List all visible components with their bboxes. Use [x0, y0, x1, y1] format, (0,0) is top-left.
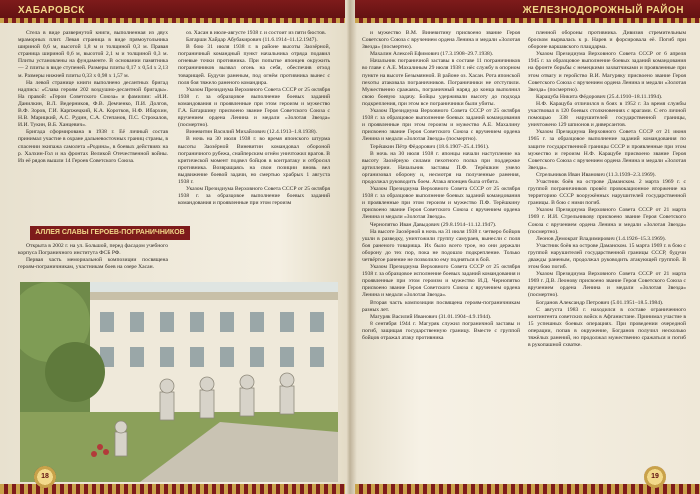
paragraph: Начальник пограничной заставы в составе 11 пограничников во главе с А.Е. Махалиным 29 июля 1938 г. нёс службу в опорном пункте на высоте Безымянной. В районе оз. Хасан. Рота японской пехоты атаковала пограничников. Пограничники не отступили. Мужественно сражаясь, пограничный наряд до конца выполнил свою боевую задачу. Бойцы удерживали высоту до подхода подкрепления, при этом все пограничники были убиты. — [362, 58, 520, 107]
right-page-number: 19 — [644, 466, 666, 488]
right-header-title: ЖЕЛЕЗНОДОРОЖНЫЙ РАЙОН — [522, 5, 684, 16]
right-column-2 — [528, 30, 686, 482]
paragraph: На левой странице книги выполнено десантных бригад надпись: «Слава героям 202 воздушно-десантной бригады». На правой: «Герои Советского Союза» и фамилии: «И.И. Данилкин, В.Л. Ведерников, Ф.В. Демченко, П.И. Долгов, В.Ф. Зоров, Г.И. Карпжецкий, К.А. Коротков, Н.Ф. Ибархин, Н.В. Марицкий, А.С. Рудин, С.А. Степанов, П.С. Строкалов, И.И. Тукин, В.Б. Ханцевич». — [18, 79, 168, 129]
paragraph: Стрельников Иван Иванович (11.3.1939–2.3.1969). — [536, 171, 656, 178]
alley-photo-illustration — [20, 282, 338, 482]
paragraph: Указом Президиума Верховного Совета СССР от 21 июня 1965 г. за образцовое выполнение заданий командования по защите государственной границы СССР и проявленные при этом мужество и героизм Н.Ф. Карацубе присвоено звание Героя Советского Союза с вручением ордена Ленина и медали «Золотая Звезда». — [528, 129, 686, 171]
paragraph: Терёшкин Пётр Фёдорович (18.6.1907–25.4.1961). — [370, 143, 490, 150]
paragraph: Указом Президиума Верховного Совета СССР от 25 октября 1938 г. за образцовое выполнение боевых заданий командования и проявленные при этом героизм и мужество Г.А. Батаршину присвоено звание Героя Советского Союза с вручением ордена Ленина и медали «Золотая Звезда» (посмертно). — [178, 86, 330, 129]
paragraph: Указом Президиума Верховного Совета СССР от 25 октября 1938 г. за образцовое выполнение боевых заданий командования и проявленные при этом героизм и мужество П.Ф. Терёшкину присвоено звание Героя Советского Союза с вручением ордена Ленина и медали «Золотая Звезда». — [362, 186, 520, 221]
paragraph: пленной обороны противника. Дивизия стремительным броском вырвалась к р. Нарев и форсировала её. Погиб при обороне варшавского плацдарма. — [528, 30, 686, 51]
paragraph: Магуряк Василий Иванович (31.01.1904–4.9.1944). — [370, 313, 492, 320]
left-page-number: 18 — [34, 466, 56, 488]
paragraph: Указом Президиума Верховного Совета СССР от 25 октября 1938 г. за образцовое выполнение боевых заданий командования и проявленные при этом героизм и мужество А.Е. Махалину присвоено звание Героя Советского Союза с вручением ордена Ленина и медали «Золотая Звезда» (посмертно). — [362, 108, 520, 143]
paragraph: Бригада сформирована в 1938 г. Её личный состав принимал участие в охране дальневосточных границ страны, в спасении экипажа самолета «Родина», в боевых действиях на р. Халхин-Гол и на фронтах Великой Отечественной войны. Из её рядов вышли 14 Героев Советского Союза. — [18, 129, 168, 164]
left-header-ornament — [0, 18, 345, 23]
paragraph: оз. Хасан в июле-августе 1938 г. и состоит из пяти бюстов. — [186, 30, 327, 36]
paragraph: Леонов Демократ Владимирович (1.4.1926–15.3.1969). — [536, 235, 666, 242]
section-title: АЛЛЕЯ СЛАВЫ ГЕРОЕВ-ПОГРАНИЧНИКОВ — [30, 226, 190, 240]
paragraph: В ночь на 30 июля 1938 г. во время японского штурма высоты Заозёрной Виневитин командовал обороной пограничного рубежа, снайперским огнём уничтожил врагов. В критической момент подвел бойцов в контратаку и отбросил противника. Возвращаясь на свои позиции вновь вел выдвижение боевой задачи, но смертью храбрых 1 августа 1938 г. — [178, 136, 330, 185]
paragraph: Н.Ф. Карацуба отличился в боях в 1952 г. За время службы участвовал в 120 боевых столкновениях с врагами. С его личной помощью 338 нарушителей государственной границы, уничтожено 129 шпионов и диверсантов. — [528, 100, 686, 129]
paragraph: Участник боёв на острове Даманском. 2 марта 1969 г. с группой пограничников провёл провокационное вторжение на территорию СССР вооружённых нарушителей государственной границы. В бою с ними погиб. — [528, 178, 686, 207]
left-column-1 — [18, 30, 168, 225]
paragraph: Указом Президиума Верховного Совета СССР от 21 марта 1969 г. И.И. Стрельникову присвоено звание Героя Советского Союза с вручением ордена Ленина и медали «Золотая Звезда» (посмертно). — [528, 207, 686, 235]
right-header-ornament — [355, 18, 700, 23]
paragraph: С августа 1983 г. находился в составе ограниченного контингента советских войск в Афганистане. Принимал участие в 15 успешных боевых операциях. При проведении очередной операции, попав в окружение, Богданов получил несколько тяжёлых ранений, но продолжал мужественно сражаться и погиб в рукопашной схватке. — [528, 306, 686, 349]
paragraph: Указом Президиума Верховного Совета СССР от 25 октября 1938 г. за образцовое исполнение боевых заданий командования и проявленные при этом героизм и мужество И.Д. Чернопятко присвоено звание Героя Советского Союза с вручением ордена Ленина и медали «Золотая Звезда». — [362, 264, 520, 299]
paragraph: Участник боёв на острове Даманском. 15 марта 1969 г. в бою с группой нарушителей государственной границы СССР, будучи дважды раненым, продолжал руководить атакующей группой. В этом бою погиб. — [528, 242, 686, 271]
paragraph: Открыта в 2002 г. на ул. Большой, перед фасадом учебного корпуса Пограничного института ФСБ РФ. — [18, 243, 168, 257]
left-header-title: ХАБАРОВСК — [18, 5, 85, 16]
paragraph: Карацуба Никита Фёдорович (25.4.1910–18.11.1994). — [536, 93, 663, 100]
paragraph: Стела в виде развернутой книги, выполненная из двух мраморных плит. Левая страница в виде прямоугольника шириной 0,6 м, высотой 1,8 м и толщиной 0,3 м. Правая страница шириной 0,6 м, высотой 2,1 м и толщиной 0,3 м. Плиты установлены на фундаменте. В основании памятника — 2 плиты в виде ступеней. Размеры плиты 0,17 х 0,54 х 2,13 м. Размеры нижней плиты 0,33 х 0,98 х 1,57 м. — [18, 30, 168, 79]
paragraph: Первая часть мемориальной композиции посвящена героям-пограничникам, участникам боев на озере Хасан. — [18, 257, 168, 271]
section-intro — [18, 243, 168, 281]
paragraph: Указом Президиума Верховного Совета СССР от 6 апреля 1945 г. за образцовое выполнение боевых заданий командования на фронте борьбы с немецкими захватчиками и проявленные при этом отвагу и геройство В.И. Магуряку присвоено звание Героя Советского Союза с вручением ордена Ленина и медали «Золотая Звезда» (посмертно). — [528, 51, 686, 93]
paragraph: Вторая часть композиции посвящена героям-пограничникам разных лет. — [362, 299, 520, 313]
alley-photo — [20, 282, 338, 482]
paragraph: Виневитин Василий Михайлович (12.4.1913–1.8.1938). — [186, 129, 318, 136]
paragraph: Чернопятко Иван Давыдович (29.8.1914–11.12.1947). — [370, 221, 497, 228]
left-column-2 — [178, 30, 330, 280]
right-column-1 — [362, 30, 520, 482]
paragraph: В бою 31 июля 1938 г. в районе высоты Заозёрной, пограничный командный пункт начальника отряда подавил огневые точки противника. При попытке японцев окружить пограничников вызвал огонь на себя, обеспечив отход товарищей. Будучи раненым, под огнём противника вынес с поля боя тяжело раненого командира. — [178, 44, 330, 86]
paragraph: Указом Президиума Верховного Совета СССР от 21 марта 1969 г. Д.В. Леонову присвоено звание Героя Советского Союза с вручением ордена Ленина и медали «Золотая Звезда» (посмертно). — [528, 271, 686, 299]
paragraph: Махалин Алексей Ефимович (17.3.1908–29.7.1938). — [370, 51, 494, 58]
paragraph: Указом Президиума Верховного Совета СССР от 25 октября 1938 г. за образцовое выполнение боевых заданий командования и проявленные при этом героизм — [178, 186, 330, 207]
paragraph: 8 сентября 1944 г. Магуряк служил пограничной заставы и погиб, защищая государственную границу. Вместе с группой бойцов отражал атаку противника — [362, 320, 520, 342]
paragraph: На высоте Заозёрной в ночь на 31 июля 1938 г. четверо бойцов ушли в разведку, уничтожили группу самураев, вынесли с поля боя раненого товарища. Их было всего трое, но они держали оборону до тех пор, пока не подошло подкрепление. Только четвёртое ранение не позволило ему подняться в бой. — [362, 228, 520, 263]
paragraph: Богданов Александр Петрович (5.01.1951–18.5.1984). — [536, 299, 664, 306]
paragraph: Батарши Хайдар Абубакирович (11.6.1914–11.12.1947). — [186, 37, 318, 44]
paragraph: и мужество В.М. Виневитину присвоено звание Героя Советского Союза с вручением ордена Ленина и медали «Золотая Звезда» (посмертно). — [362, 30, 520, 51]
paragraph: В ночь на 30 июля 1938 г. японцы начали наступление на высоту Заозёрную силами пехотного полка при поддержке артиллерии. Начальник заставы П.Ф. Терёшкин умело организовал оборону и, несмотря на полученные ранения, продолжал руководить боем. Атака японцев была отбита. — [362, 150, 520, 185]
